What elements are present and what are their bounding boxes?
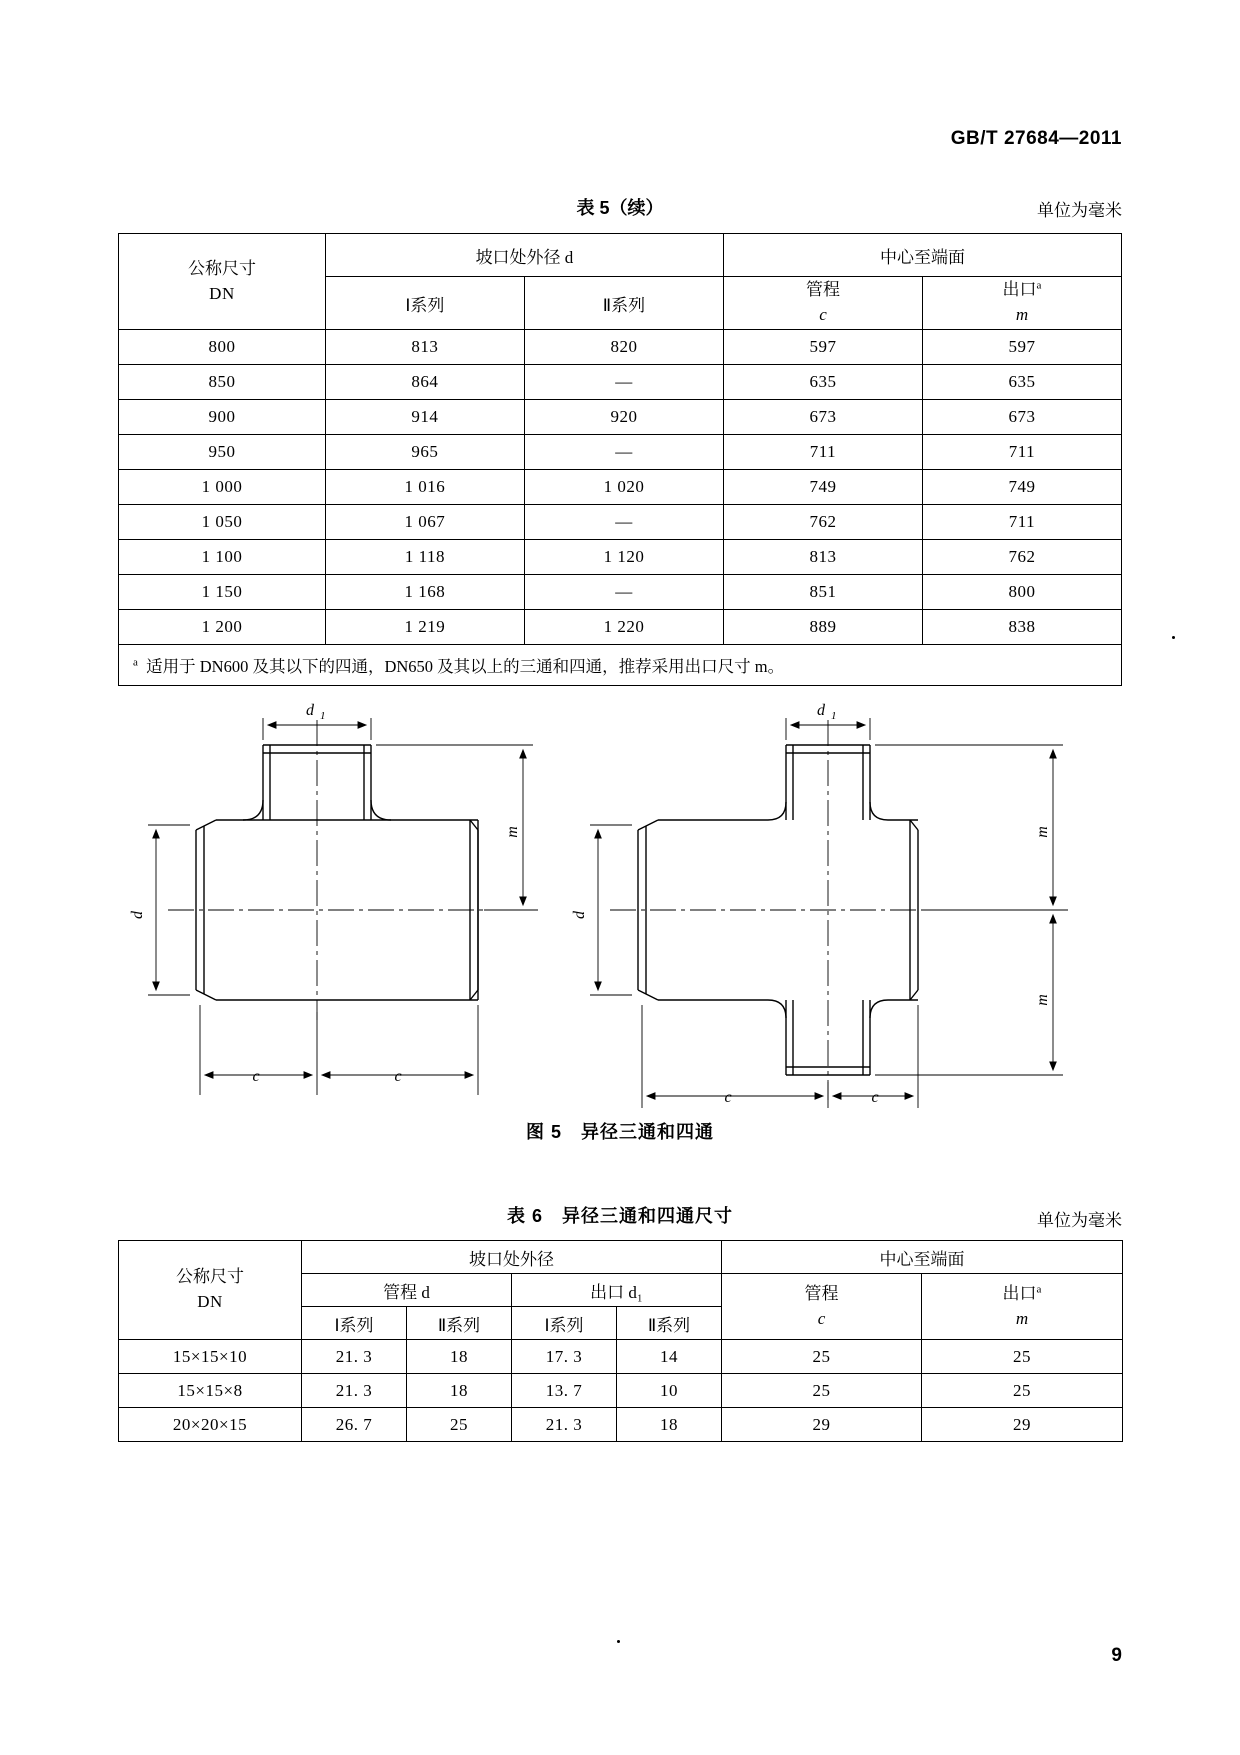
table6-header-run-label: 管程 — [804, 1283, 839, 1303]
cell-series1: 1 168 — [325, 575, 524, 610]
cell-dn: 1 200 — [119, 610, 326, 645]
table5-header-dn-line1: 公称尺寸 — [187, 258, 256, 278]
label-d1-right: d — [817, 702, 825, 719]
cell-m: 29 — [922, 1408, 1123, 1442]
cell-m: 597 — [922, 330, 1121, 365]
table5-unit-note: 单位为毫米 — [1037, 201, 1122, 220]
cell-dn: 1 050 — [119, 505, 326, 540]
cell-m: 711 — [922, 435, 1121, 470]
cell-dn: 800 — [119, 330, 326, 365]
cell-outlet-series1: 17. 3 — [512, 1340, 617, 1374]
cell-run-series1: 21. 3 — [302, 1340, 407, 1374]
table-row — [119, 505, 1122, 540]
label-c-left-2: c — [394, 1068, 402, 1085]
cell-c: 25 — [722, 1374, 922, 1408]
cell-series2: 820 — [524, 330, 723, 365]
figure-5-caption: 图 5 异径三通和四通 — [525, 1122, 714, 1142]
table-row — [119, 540, 1122, 575]
table5-header-run-label: 管程 — [805, 280, 840, 300]
table6-header-outlet-symbol: m — [1015, 1308, 1029, 1328]
table6-header-outlet-label: 出口$^a$ — [1002, 1283, 1042, 1303]
cell-dn: 20×20×15 — [119, 1408, 302, 1442]
table6 — [118, 1240, 1123, 1442]
table6-header-run — [722, 1274, 922, 1340]
label-d1-left: d — [306, 702, 314, 719]
cell-m: 800 — [922, 575, 1121, 610]
cell-run-series1: 26. 7 — [302, 1408, 407, 1442]
table6-title: 表 6 异径三通和四通尺寸 — [506, 1206, 733, 1226]
cell-dn: 1 150 — [119, 575, 326, 610]
figure-5 — [118, 700, 1122, 1120]
cell-series2: 1 020 — [524, 470, 723, 505]
table5-header-outlet-label: 出口$^a$ — [1002, 279, 1042, 300]
cell-series1: 1 016 — [325, 470, 524, 505]
label-m-right-top: m — [1034, 826, 1051, 838]
table-row — [119, 435, 1122, 470]
cell-c: 749 — [723, 470, 922, 505]
table-row — [119, 1374, 1123, 1408]
table-row — [119, 400, 1122, 435]
label-d-left: d — [129, 911, 146, 919]
cell-series2: — — [524, 505, 723, 540]
table5 — [118, 233, 1122, 686]
cell-c: 25 — [722, 1340, 922, 1374]
cell-outlet-series1: 21. 3 — [512, 1408, 617, 1442]
cell-m: 711 — [922, 505, 1121, 540]
table5-header-series1: Ⅰ系列 — [325, 277, 524, 330]
cell-series1: 864 — [325, 365, 524, 400]
page-number: 9 — [1111, 1645, 1122, 1666]
table6-header-run-d: 管程 d — [302, 1274, 512, 1307]
table5-header-dn-line2: DN — [209, 283, 235, 303]
label-c-left-1: c — [252, 1068, 260, 1085]
cell-run-series2: 18 — [407, 1374, 512, 1408]
label-m-right-bottom: m — [1034, 994, 1051, 1006]
cell-series1: 1 067 — [325, 505, 524, 540]
cell-m: 762 — [922, 540, 1121, 575]
table5-header-dn — [119, 234, 326, 330]
table-row — [119, 1340, 1123, 1374]
cell-series1: 914 — [325, 400, 524, 435]
table6-header-run-series1: Ⅰ系列 — [302, 1307, 407, 1340]
cell-dn: 850 — [119, 365, 326, 400]
cell-outlet-series2: 18 — [617, 1408, 722, 1442]
cell-c: 813 — [723, 540, 922, 575]
cell-series2: 920 — [524, 400, 723, 435]
table6-header-run-symbol: c — [817, 1308, 826, 1328]
label-d-right: d — [571, 911, 588, 919]
cell-c: 762 — [723, 505, 922, 540]
cell-series2: — — [524, 365, 723, 400]
cell-c: 597 — [723, 330, 922, 365]
table6-header-outlet — [922, 1274, 1123, 1340]
cell-m: 838 — [922, 610, 1121, 645]
cell-series2: — — [524, 435, 723, 470]
cell-c: 673 — [723, 400, 922, 435]
table5-header-row-1 — [119, 234, 1122, 277]
cell-dn: 1 100 — [119, 540, 326, 575]
cell-series1: 1 118 — [325, 540, 524, 575]
table6-header-run-series2: Ⅱ系列 — [407, 1307, 512, 1340]
cell-series2: 1 120 — [524, 540, 723, 575]
table6-header-dn-line2: DN — [197, 1292, 223, 1311]
cell-run-series2: 18 — [407, 1340, 512, 1374]
print-artifact-dot — [617, 1640, 620, 1643]
label-c-right-2: c — [871, 1089, 879, 1106]
table5-footnote: $^a$ 适用于 DN600 及其以下的四通，DN650 及其以上的三通和四通，推荐采用出口尺寸 m。 — [119, 645, 1122, 686]
cell-outlet-series2: 10 — [617, 1374, 722, 1408]
cell-dn: 1 000 — [119, 470, 326, 505]
table6-header-center-to-end: 中心至端面 — [722, 1241, 1123, 1274]
table5-header-run — [723, 277, 922, 330]
cell-run-series2: 25 — [407, 1408, 512, 1442]
table-row — [119, 365, 1122, 400]
figure-5-drawing — [118, 700, 1122, 1120]
cell-c: 851 — [723, 575, 922, 610]
table6-header-dn — [119, 1241, 302, 1340]
cell-c: 635 — [723, 365, 922, 400]
cell-m: 673 — [922, 400, 1121, 435]
cell-series1: 965 — [325, 435, 524, 470]
table6-header-dn-line1: 公称尺寸 — [176, 1267, 244, 1287]
table6-header-outlet-series2: Ⅱ系列 — [617, 1307, 722, 1340]
table6-header-outlet-d1: 出口 d₁ — [512, 1274, 722, 1307]
print-artifact-dot — [1172, 636, 1175, 639]
cell-series1: 1 219 — [325, 610, 524, 645]
standard-code: GB/T 27684—2011 — [950, 128, 1122, 149]
table5-title: 表 5（续） — [576, 198, 664, 218]
cell-series2: 1 220 — [524, 610, 723, 645]
table5-header-center-to-end: 中心至端面 — [723, 234, 1121, 277]
table6-header-outlet-series1: Ⅰ系列 — [512, 1307, 617, 1340]
cell-m: 25 — [922, 1340, 1123, 1374]
table-row — [119, 330, 1122, 365]
label-d1-left-sub: 1 — [320, 710, 326, 722]
table-row — [119, 470, 1122, 505]
table6-header-outer-diameter: 坡口处外径 — [302, 1241, 722, 1274]
cell-m: 25 — [922, 1374, 1123, 1408]
cell-dn: 900 — [119, 400, 326, 435]
table5-header-outer-diameter: 坡口处外径 d — [325, 234, 723, 277]
label-m-left: m — [504, 826, 521, 838]
cell-outlet-series1: 13. 7 — [512, 1374, 617, 1408]
table5-header-run-symbol: c — [819, 305, 827, 324]
cell-series2: — — [524, 575, 723, 610]
table5-header-series2: Ⅱ系列 — [524, 277, 723, 330]
cell-m: 749 — [922, 470, 1121, 505]
cell-run-series1: 21. 3 — [302, 1374, 407, 1408]
table-row — [119, 610, 1122, 645]
table6-header-row-1 — [119, 1241, 1123, 1274]
cell-outlet-series2: 14 — [617, 1340, 722, 1374]
cell-m: 635 — [922, 365, 1121, 400]
table-row — [119, 1408, 1123, 1442]
table5-header-outlet — [922, 277, 1121, 330]
cell-dn: 950 — [119, 435, 326, 470]
cell-c: 889 — [723, 610, 922, 645]
cell-dn: 15×15×8 — [119, 1374, 302, 1408]
cell-c: 29 — [722, 1408, 922, 1442]
cell-series1: 813 — [325, 330, 524, 365]
table6-unit-note: 单位为毫米 — [1037, 1211, 1122, 1230]
label-c-right-1: c — [724, 1089, 732, 1106]
label-d1-right-sub: 1 — [831, 710, 837, 722]
cell-c: 711 — [723, 435, 922, 470]
table5-header-outlet-symbol: m — [1015, 305, 1029, 324]
cell-dn: 15×15×10 — [119, 1340, 302, 1374]
table5-footnote-row — [119, 645, 1122, 686]
table-row — [119, 575, 1122, 610]
